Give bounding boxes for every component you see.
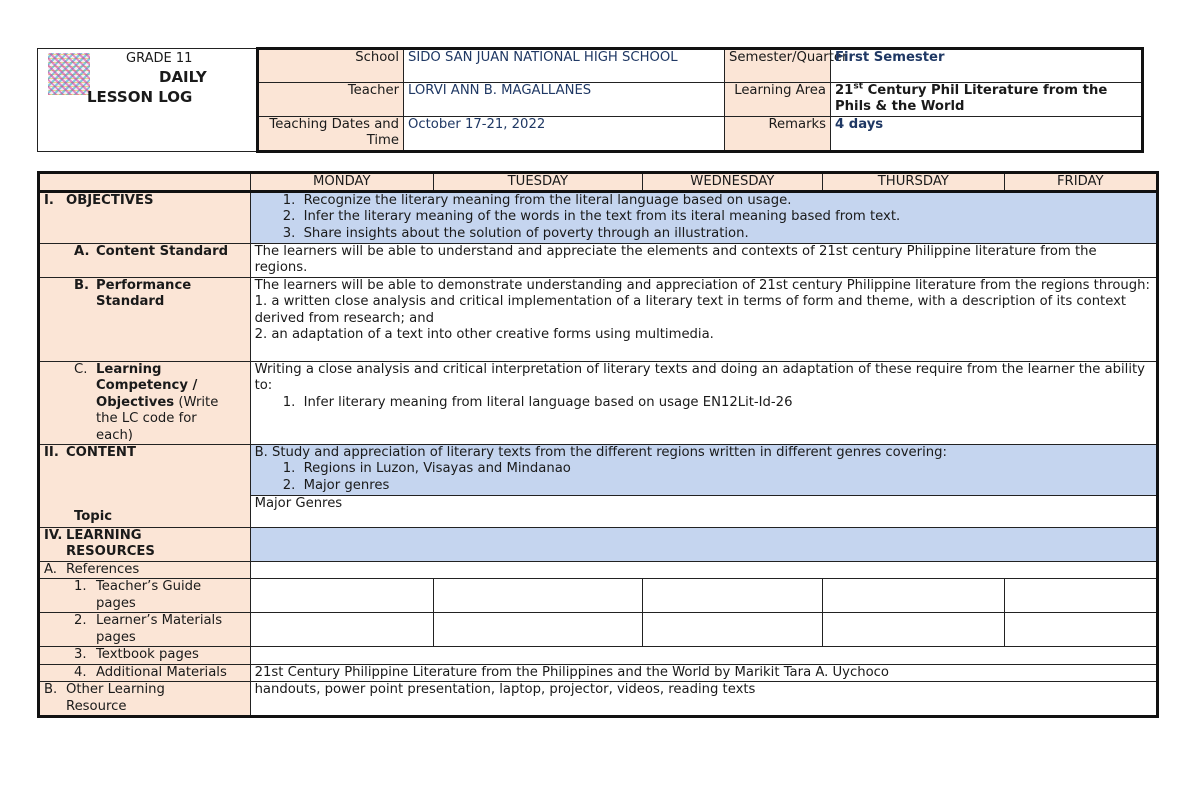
learning-area-label: Learning Area bbox=[725, 83, 831, 117]
content-standard-row bbox=[39, 244, 1158, 278]
other-resource-value: handouts, power point presentation, laptop, projector, videos, reading texts bbox=[250, 682, 1157, 717]
other-resource-row bbox=[39, 682, 1158, 717]
content-standard-label: A. Content Standard bbox=[39, 244, 251, 278]
tg-monday bbox=[250, 579, 433, 613]
semester-label: Semester/Quarter bbox=[725, 49, 831, 83]
teachers-guide-row bbox=[39, 579, 1158, 613]
performance-line: 1. a written close analysis and critical implementation of a literary text in terms of form and theme, with a description of its context derived from research; and bbox=[254, 294, 1127, 326]
grade-label: GRADE 11 bbox=[126, 51, 193, 66]
tg-friday bbox=[1004, 579, 1157, 613]
lesson-table bbox=[37, 171, 1159, 718]
learning-resources-cell bbox=[250, 528, 1157, 562]
topic-value: Major Genres bbox=[250, 496, 1157, 528]
content-row bbox=[39, 445, 1158, 496]
tg-wednesday bbox=[642, 579, 822, 613]
content-intro: B. Study and appreciation of literary texts from the different regions written in different genres covering: bbox=[254, 445, 947, 461]
header-table bbox=[37, 47, 1144, 153]
objectives-list bbox=[250, 192, 1157, 244]
objectives-row bbox=[39, 192, 1158, 244]
dates-value: October 17-21, 2022 bbox=[404, 116, 725, 151]
lm-thursday bbox=[823, 613, 1004, 647]
learners-materials-row bbox=[39, 613, 1158, 647]
lm-wednesday bbox=[642, 613, 822, 647]
performance-line: The learners will be able to demonstrate understanding and appreciation of 21st century Philippine literature from the regions through: bbox=[254, 278, 1150, 293]
tg-thursday bbox=[823, 579, 1004, 613]
competency-label: C. Learning Competency / Objectives (Write the LC code for each) bbox=[39, 362, 251, 445]
competency-row bbox=[39, 362, 1158, 445]
textbook-label: 3. Textbook pages bbox=[39, 647, 251, 664]
learning-resources-label: IV. LEARNING RESOURCES bbox=[39, 528, 251, 562]
objective-item: 1. Recognize the literary meaning from the literal language based on usage. bbox=[300, 193, 1152, 209]
other-resource-label: B. Other Learning Resource bbox=[39, 682, 251, 717]
performance-standard-label: B. Performance Standard bbox=[39, 278, 251, 362]
day-header-row bbox=[39, 173, 1158, 192]
additional-materials-row bbox=[39, 664, 1158, 681]
competency-intro: Writing a close analysis and critical interpretation of literary texts and doing an adaptation of these require from the learner the ability to: bbox=[254, 362, 1145, 394]
teacher-label: Teacher bbox=[258, 83, 404, 117]
performance-line: 2. an adaptation of a text into other creative forms using multimedia. bbox=[254, 327, 714, 343]
lm-monday bbox=[250, 613, 433, 647]
title-lesson-log: LESSON LOG bbox=[87, 88, 193, 106]
competency-text bbox=[250, 362, 1157, 445]
remarks-label: Remarks bbox=[725, 116, 831, 151]
objectives-label: I. OBJECTIVES bbox=[39, 192, 251, 244]
teacher-value: LORVI ANN B. MAGALLANES bbox=[404, 83, 725, 117]
school-label: School bbox=[258, 49, 404, 83]
performance-standard-text bbox=[250, 278, 1157, 362]
lm-tuesday bbox=[434, 613, 643, 647]
competency-item: 1. Infer literary meaning from literal language based on usage EN12Lit-Id-26 bbox=[300, 395, 1152, 411]
day-friday: FRIDAY bbox=[1004, 173, 1157, 192]
dates-label: Teaching Dates and Time bbox=[258, 116, 404, 151]
content-item: 2. Major genres bbox=[300, 478, 1152, 494]
deped-logo-icon bbox=[48, 53, 90, 95]
content-standard-text: The learners will be able to understand and appreciate the elements and contexts of 21st century Philippine literature from the regions. bbox=[250, 244, 1157, 278]
references-label: A. References bbox=[39, 562, 251, 579]
performance-standard-row bbox=[39, 278, 1158, 362]
teachers-guide-label: 1. Teacher’s Guide pages bbox=[39, 579, 251, 613]
title-cell bbox=[38, 49, 258, 152]
learning-resources-row bbox=[39, 528, 1158, 562]
content-text bbox=[250, 445, 1157, 496]
topic-label: Topic bbox=[74, 508, 113, 524]
day-tuesday: TUESDAY bbox=[434, 173, 643, 192]
day-header-blank bbox=[39, 173, 251, 192]
tg-tuesday bbox=[434, 579, 643, 613]
additional-materials-label: 4. Additional Materials bbox=[39, 664, 251, 681]
day-wednesday: WEDNESDAY bbox=[642, 173, 822, 192]
day-thursday: THURSDAY bbox=[823, 173, 1004, 192]
school-value: SIDO SAN JUAN NATIONAL HIGH SCHOOL bbox=[404, 49, 725, 83]
objective-item: 3. Share insights about the solution of poverty through an illustration. bbox=[300, 226, 1152, 242]
content-label: II. CONTENT Topic bbox=[39, 445, 251, 528]
lm-friday bbox=[1004, 613, 1157, 647]
learning-area-value: 21st Century Phil Literature from the Phils & the World bbox=[831, 83, 1143, 117]
semester-value: First Semester bbox=[831, 49, 1143, 83]
title-daily: DAILY bbox=[159, 68, 207, 86]
learners-materials-label: 2. Learner’s Materials pages bbox=[39, 613, 251, 647]
day-monday: MONDAY bbox=[250, 173, 433, 192]
content-item: 1. Regions in Luzon, Visayas and Mindanao bbox=[300, 461, 1152, 477]
objective-item: 2. Infer the literary meaning of the words in the text from its iteral meaning based from text. bbox=[300, 209, 1152, 225]
textbook-cell bbox=[250, 647, 1157, 664]
remarks-value: 4 days bbox=[831, 116, 1143, 151]
references-row bbox=[39, 562, 1158, 579]
textbook-row bbox=[39, 647, 1158, 664]
additional-materials-value: 21st Century Philippine Literature from the Philippines and the World by Marikit Tara A. Uychoco bbox=[250, 664, 1157, 681]
references-cell bbox=[250, 562, 1157, 579]
